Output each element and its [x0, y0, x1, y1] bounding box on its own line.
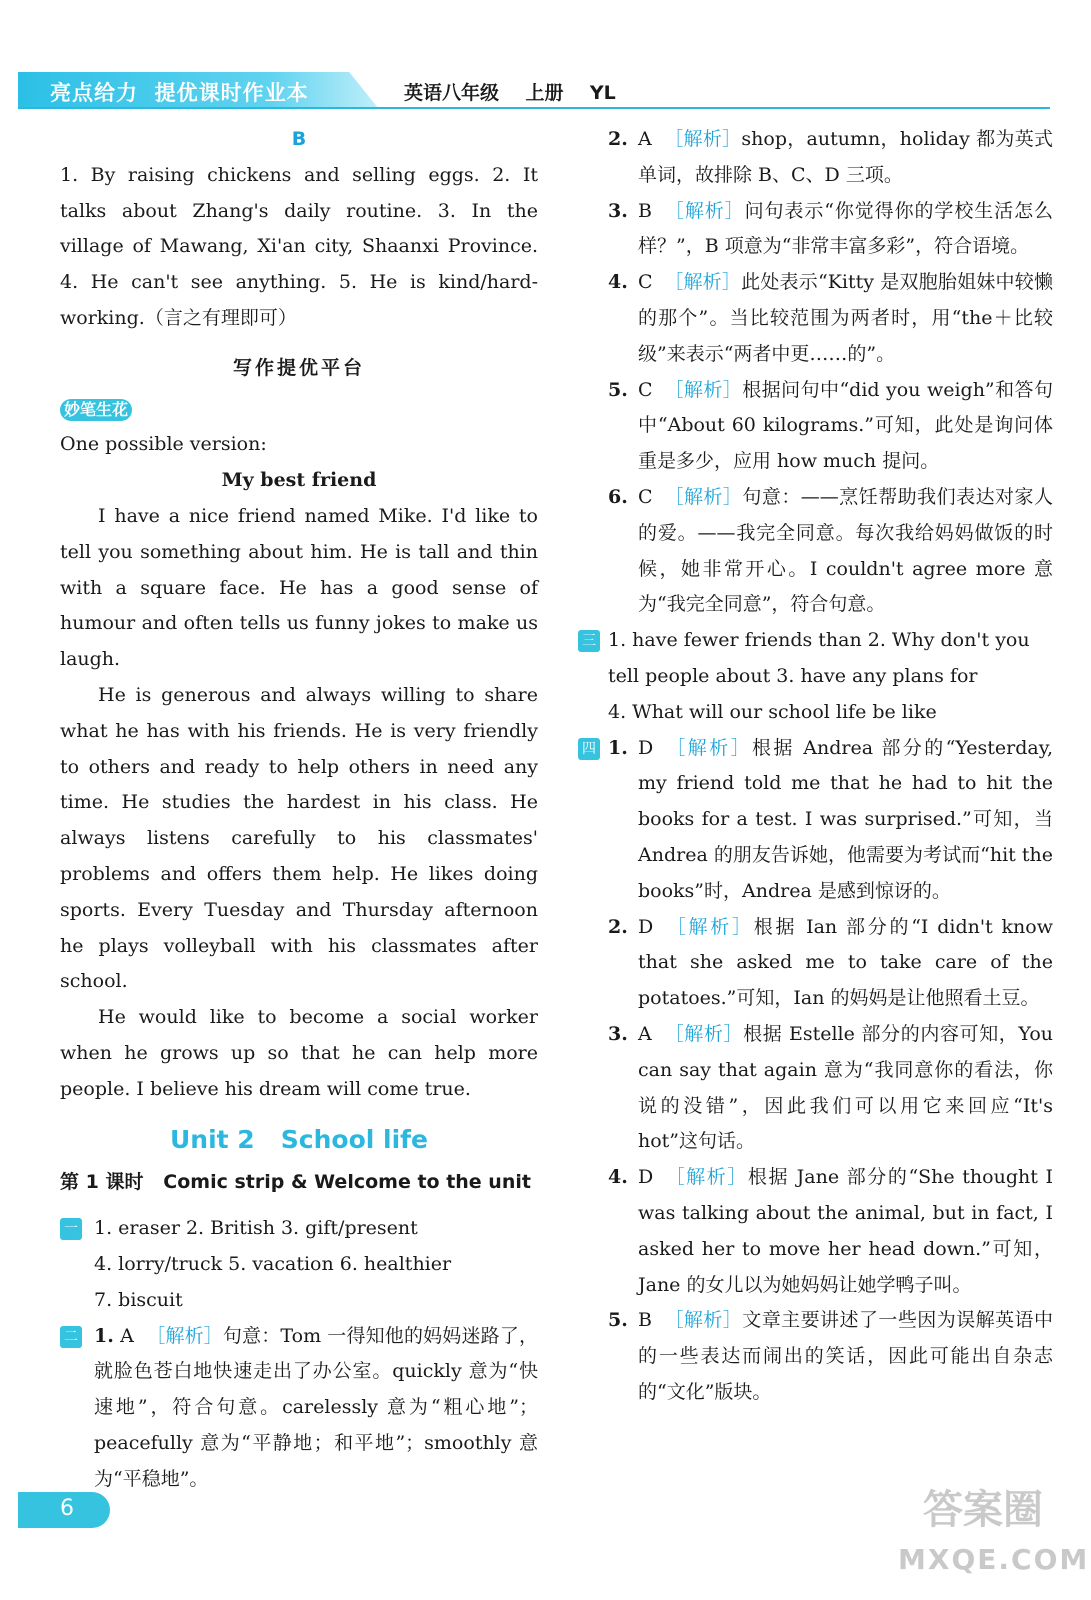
section-2-item — [578, 480, 1053, 623]
analysis-tag: ［解析］ — [664, 378, 743, 401]
section-3-row: tell people about 3. have any plans for — [608, 664, 978, 687]
analysis-tag: ［解析］ — [664, 485, 743, 508]
watermark-url: MXQE.COM — [898, 1543, 1090, 1576]
essay-title: My best friend — [221, 469, 377, 492]
essay-paragraph: He is generous and always willing to share what he has with his friends. He is very friendly to others and ready to help others in need any time. He studies the hardest in his class. He always listens carefully to his classmates' problems and offers them help. He likes doing sports. Every Tuesday and Thursday afternoon he plays volleyball with his classmates after school. — [60, 683, 538, 993]
item-explanation: shop，autumn，holiday 都为英式单词，故排除 B、C、D 三项。 — [638, 128, 1053, 186]
section-2-icon: 二 — [60, 1326, 82, 1348]
item-number: 1. — [94, 1324, 114, 1347]
section-1-row: 1. eraser 2. British 3. gift/present — [94, 1217, 418, 1240]
analysis-tag: ［解析］ — [146, 1324, 223, 1347]
item-explanation: 根据问句中“did you weigh”和答句中“About 60 kilograms.”可知，此处是询问体重是多少，应用 how much 提问。 — [638, 378, 1053, 473]
item-number: 5. — [608, 1309, 628, 1332]
item-explanation: 问句表示“你觉得你的学校生活怎么样？”，B 项意为“非常丰富多彩”，符合语境。 — [638, 199, 1053, 258]
item-explanation: 根据 Estelle 部分的内容可知，You can say that again 意为“我同意你的看法，你说的没错”，因此我们可以用它来回应“It's hot”这句话。 — [638, 1022, 1053, 1153]
item-explanation: 句意：Tom 一得知他的妈妈迷路了，就脸色苍白地快速走出了办公室。quickly 意为“快速地”，符合句意。carelessly 意为“粗心地”；peacefully 意为“平静地；和平地”；smoothly 意为“平稳地”。 — [94, 1324, 538, 1490]
item-explanation: 此处表示“Kitty 是双胞胎姐妹中较懒的那个”。当比较范围为两者时，用“the＋比较级”来表示“两者中更……的”。 — [638, 271, 1053, 365]
possible-version-label: One possible version: — [60, 433, 267, 456]
section-4-item — [578, 910, 1053, 1017]
item-number: 3. — [608, 1022, 628, 1045]
section-2-item — [578, 373, 1053, 480]
section-4-icon: 四 — [578, 738, 600, 760]
section-1-row: 7. biscuit — [94, 1288, 183, 1311]
section-3-answers — [578, 623, 1053, 730]
item-answer: D — [638, 1166, 654, 1189]
item-answer: B — [638, 1309, 652, 1332]
item-answer: B — [638, 199, 652, 222]
analysis-tag: ［解析］ — [664, 1022, 744, 1045]
section-2-item — [60, 1319, 538, 1498]
section-3-row: 4. What will our school life be like — [608, 700, 937, 723]
item-number: 2. — [608, 915, 628, 938]
item-number: 3. — [608, 199, 628, 222]
item-answer: A — [638, 128, 652, 150]
item-explanation: 根据 Jane 部分的“She thought I was talking about the animal, but in fact, I asked her to move her head down.”可知，Jane 的女儿以为她妈妈让她学鸭子叫。 — [638, 1166, 1053, 1296]
section-4-item — [578, 1017, 1053, 1160]
item-explanation: 根据 Ian 部分的“I didn't know that she asked me to take care of the potatoes.”可知，Ian 的妈妈是让他照看土豆。 — [638, 915, 1053, 1010]
essay-paragraph: I have a nice friend named Mike. I'd like to tell you something about him. He is tall and thin with a square face. He has a good sense of humour and often tells us funny jokes to make us laugh. — [60, 504, 538, 671]
item-explanation: 文章主要讲述了一些因为误解英语中的一些表达而闹出的笑话，因此可能出自杂志的“文化”版块。 — [638, 1309, 1053, 1403]
item-answer: C — [638, 485, 653, 508]
item-answer: D — [638, 736, 654, 759]
section-2-item — [578, 265, 1053, 372]
item-explanation: 句意：——烹饪帮助我们表达对家人的爱。——我完全同意。每次我给妈妈做饭的时候，她非常开心。I couldn't agree more 意为“我完全同意”，符合句意。 — [638, 485, 1053, 616]
item-answer: A — [638, 1022, 652, 1045]
item-number: 4. — [608, 1166, 628, 1189]
section-1-icon: 一 — [60, 1218, 82, 1240]
section-4-item — [578, 1303, 1053, 1410]
section-b-label: B — [291, 128, 307, 150]
unit-title: Unit 2 School life — [169, 1124, 429, 1154]
writing-badge: 妙笔生花 — [60, 399, 132, 421]
item-answer: D — [638, 915, 654, 938]
item-number: 4. — [608, 271, 628, 294]
item-number: 6. — [608, 485, 628, 508]
right-column — [578, 122, 1053, 1411]
analysis-tag: ［解析］ — [664, 271, 742, 294]
section-3-row: 1. have fewer friends than 2. Why don't you — [608, 629, 1030, 652]
writing-section-title: 写作提优平台 — [232, 356, 365, 379]
section-2-item — [578, 122, 1053, 194]
essay-paragraph: He would like to become a social worker when he grows up so that he can help more people. I believe his dream will come true. — [60, 1006, 538, 1100]
analysis-tag: ［解析］ — [664, 199, 745, 222]
left-column — [60, 122, 538, 1497]
item-answer: C — [638, 378, 653, 401]
section-4-item — [578, 1160, 1053, 1303]
analysis-tag: ［解析］ — [664, 1309, 743, 1332]
item-number: 1. — [608, 736, 628, 759]
section-1-row: 4. lorry/truck 5. vacation 6. healthier — [94, 1252, 452, 1275]
header-info: 英语八年级 上册 YL — [404, 82, 616, 104]
section-4-item — [578, 731, 1053, 910]
watermark-text: 答案圈 — [923, 1487, 1043, 1533]
header-brand: 亮点给力 提优课时作业本 — [50, 81, 309, 105]
header-divider — [18, 107, 1050, 109]
item-answer: A — [120, 1324, 134, 1347]
page-number: 6 — [60, 1496, 74, 1521]
item-number: 5. — [608, 378, 628, 401]
section-2-item — [578, 194, 1053, 266]
watermark-logo — [898, 1480, 1090, 1590]
item-answer: C — [638, 271, 653, 294]
section-1-answers — [60, 1211, 538, 1318]
analysis-tag: ［解析］ — [664, 128, 742, 150]
analysis-tag: ［解析］ — [664, 1166, 748, 1189]
section-b-answers: 1. By raising chickens and selling eggs. 2. It talks about Zhang's daily routine. 3. In the village of Mawang, Xi'an city, Shaanxi Province. 4. He can't see anything. 5. He is kind/hard-working.（言之有理即可） — [60, 163, 538, 329]
analysis-tag: ［解析］ — [664, 915, 754, 938]
analysis-tag: ［解析］ — [664, 736, 753, 759]
lesson-title: 第 1 课时 Comic strip & Welcome to the unit — [60, 1171, 531, 1194]
item-explanation: 根据 Andrea 部分的“Yesterday, my friend told me that he had to hit the books for a test. I was surprised.”可知，当 Andrea 的朋友告诉她，他需要为考试而“hit the books”时，Andrea 是感到惊讶的。 — [638, 736, 1053, 902]
section-3-icon: 三 — [578, 630, 600, 652]
item-number: 2. — [608, 128, 628, 150]
